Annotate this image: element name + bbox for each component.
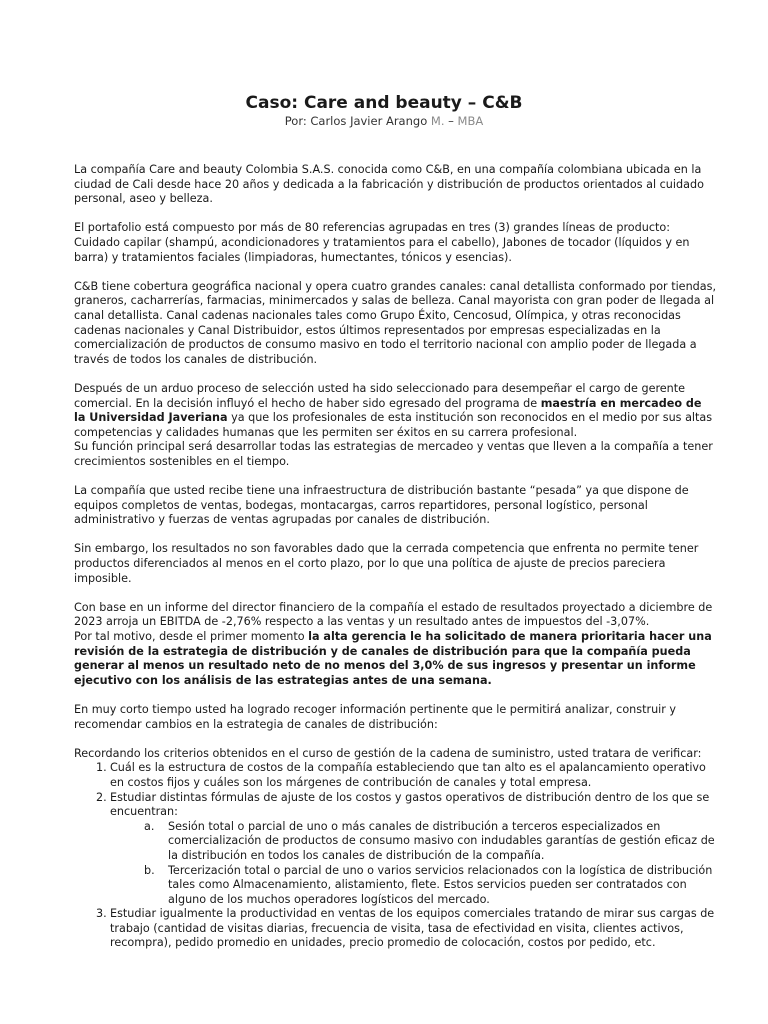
subtitle-dash: – (448, 114, 454, 128)
paragraph-intro: La compañía Care and beauty Colombia S.A.S. conocida como C&B, en una compañía colombiana ubicada en la ciudad de Cali desde hace 20 años y dedicada a la fabricación y distribución de productos orientados al cuidado personal, aseo y belleza. (74, 163, 704, 206)
request-text: Por tal motivo, desde el primer momento (74, 630, 309, 643)
paragraph-request (74, 630, 716, 688)
document-subtitle (0, 114, 768, 129)
sub-list-letter: a. (144, 819, 155, 833)
list-number: 1. (96, 761, 107, 775)
request-bold: la alta gerencia le ha solicitado de manera prioritaria hacer una revisión de la estrategia de distribución y de canales de distribución para que la compañía pueda generar al menos un resultado neto de no menos del 3,0% de sus ingresos y presentar un informe ejecutivo con los análisis de las estrategias antes de una semana. (74, 630, 712, 687)
sub-list-item (74, 864, 716, 908)
selection-bold: maestría en mercadeo de la Universidad Javeriana (74, 396, 702, 425)
list-text: Estudiar distintas fórmulas de ajuste de los costos y gastos operativos de distribución dentro de los que se encuentran: (110, 790, 710, 819)
list-number: 2. (96, 790, 107, 804)
paragraph-portfolio: El portafolio está compuesto por más de 80 referencias agrupadas en tres (3) grandes líneas de producto: Cuidado capilar (shampú, acondicionadores y tratamientos para el cabello), Jabones de tocador (líquidos y en barra) y tratamientos faciales (limpiadoras, humectantes, tónicos y esencias). (74, 221, 690, 264)
paragraph-results: Sin embargo, los resultados no son favorables dado que la cerrada competencia que enfrenta no permite tener productos diferenciados al menos en el corto plazo, por lo que una política de ajuste de precios pareciera imposible. (74, 542, 699, 585)
paragraph-financial: Con base en un informe del director financiero de la compañía el estado de resultados proyectado a diciembre de 2023 arroja un EBITDA de -2,76% respecto a las ventas y un resultado antes de impuestos del -3,07%. (74, 600, 713, 629)
paragraph-coverage: C&B tiene cobertura geográfica nacional y opera cuatro grandes canales: canal detallista conformado por tiendas, graneros, cacharrerías, farmacias, minimercados y salas de belleza. Canal mayorista con gran poder de llegada al canal detallista. Canal cadenas nacionales tales como Grupo Éxito, Cencosud, Olímpica, y otras reconocidas cadenas nacionales y Canal Distribuidor, estos últimos representados por empresas especializadas en la comercialización de productos de consumo masivo en todo el territorio nacional con amplio poder de llegada a través de todos los canales de distribución. (74, 279, 717, 366)
document-body (74, 163, 716, 951)
sub-list-text: Sesión total o parcial de uno o más canales de distribución a terceros especializados en comercialización de productos de consumo masivo con indudables garantías de gestión eficaz de la distribución en todos los canales de distribución de la compañía. (168, 819, 715, 862)
selection-text: Después de un arduo proceso de selección usted ha sido seleccionado para desempeñar el cargo de gerente comercial. En la decisión influyó el hecho de haber sido egresado del programa de (74, 381, 686, 410)
document-title: Caso: Care and beauty – C&B (245, 93, 523, 113)
selection-text-cont: ya que los profesionales de esta institución son reconocidos en el medio por sus altas competencias y calidades humanas que les permiten ser éxitos en su carrera profesional. (74, 411, 713, 439)
list-text: Cuál es la estructura de costos de la compañía estableciendo que tan alto es el apalancamiento operativo en costos fijos y cuáles son los márgenes de contribución de canales y total empresa. (110, 761, 706, 789)
author-initial: M. (430, 114, 445, 128)
criteria-list (74, 761, 716, 819)
list-item (74, 761, 716, 790)
sub-list-text: Tercerización total o parcial de uno o varios servicios relacionados con la logística de distribución tales como Almacenamiento, alistamiento, flete. Estos servicios pueden ser contratados con alguno de los muchos operadores logísticos del mercado. (168, 863, 713, 906)
list-number: 3. (96, 907, 107, 921)
paragraph-function: Su función principal será desarrollar todas las estrategias de mercadeo y ventas que lleven a la compañía a tener crecimientos sostenibles en el tiempo. (74, 440, 713, 468)
sub-list-item (74, 820, 716, 864)
paragraph-selection (74, 382, 716, 440)
author-name: Por: Carlos Javier Arango (284, 114, 428, 128)
author-degree: MBA (457, 114, 484, 128)
list-text: Estudiar igualmente la productividad en ventas de los equipos comerciales tratando de mirar sus cargas de trabajo (cantidad de visitas diarias, frecuencia de visita, tasa de efectividad en visita, clientes activos, recompra), pedido promedio en unidades, precio promedio de colocación, costos por pedido, etc. (110, 907, 715, 950)
sub-list (74, 820, 716, 908)
sub-list-letter: b. (144, 863, 155, 877)
criteria-list-cont (74, 907, 716, 951)
list-item (74, 907, 716, 951)
paragraph-criteria: Recordando los criterios obtenidos en el curso de gestión de la cadena de suministro, usted tratara de verificar: (74, 746, 702, 760)
paragraph-information: En muy corto tiempo usted ha logrado recoger información pertinente que le permitirá analizar, construir y recomendar cambios en la estrategia de canales de distribución: (74, 702, 677, 731)
list-item (74, 791, 716, 820)
paragraph-infrastructure: La compañía que usted recibe tiene una infraestructura de distribución bastante “pesada” ya que dispone de equipos completos de ventas, bodegas, montacargas, carros repartidores, personal logístico, personal administrativo y fuerzas de ventas agrupadas por canales de distribución. (74, 484, 689, 527)
